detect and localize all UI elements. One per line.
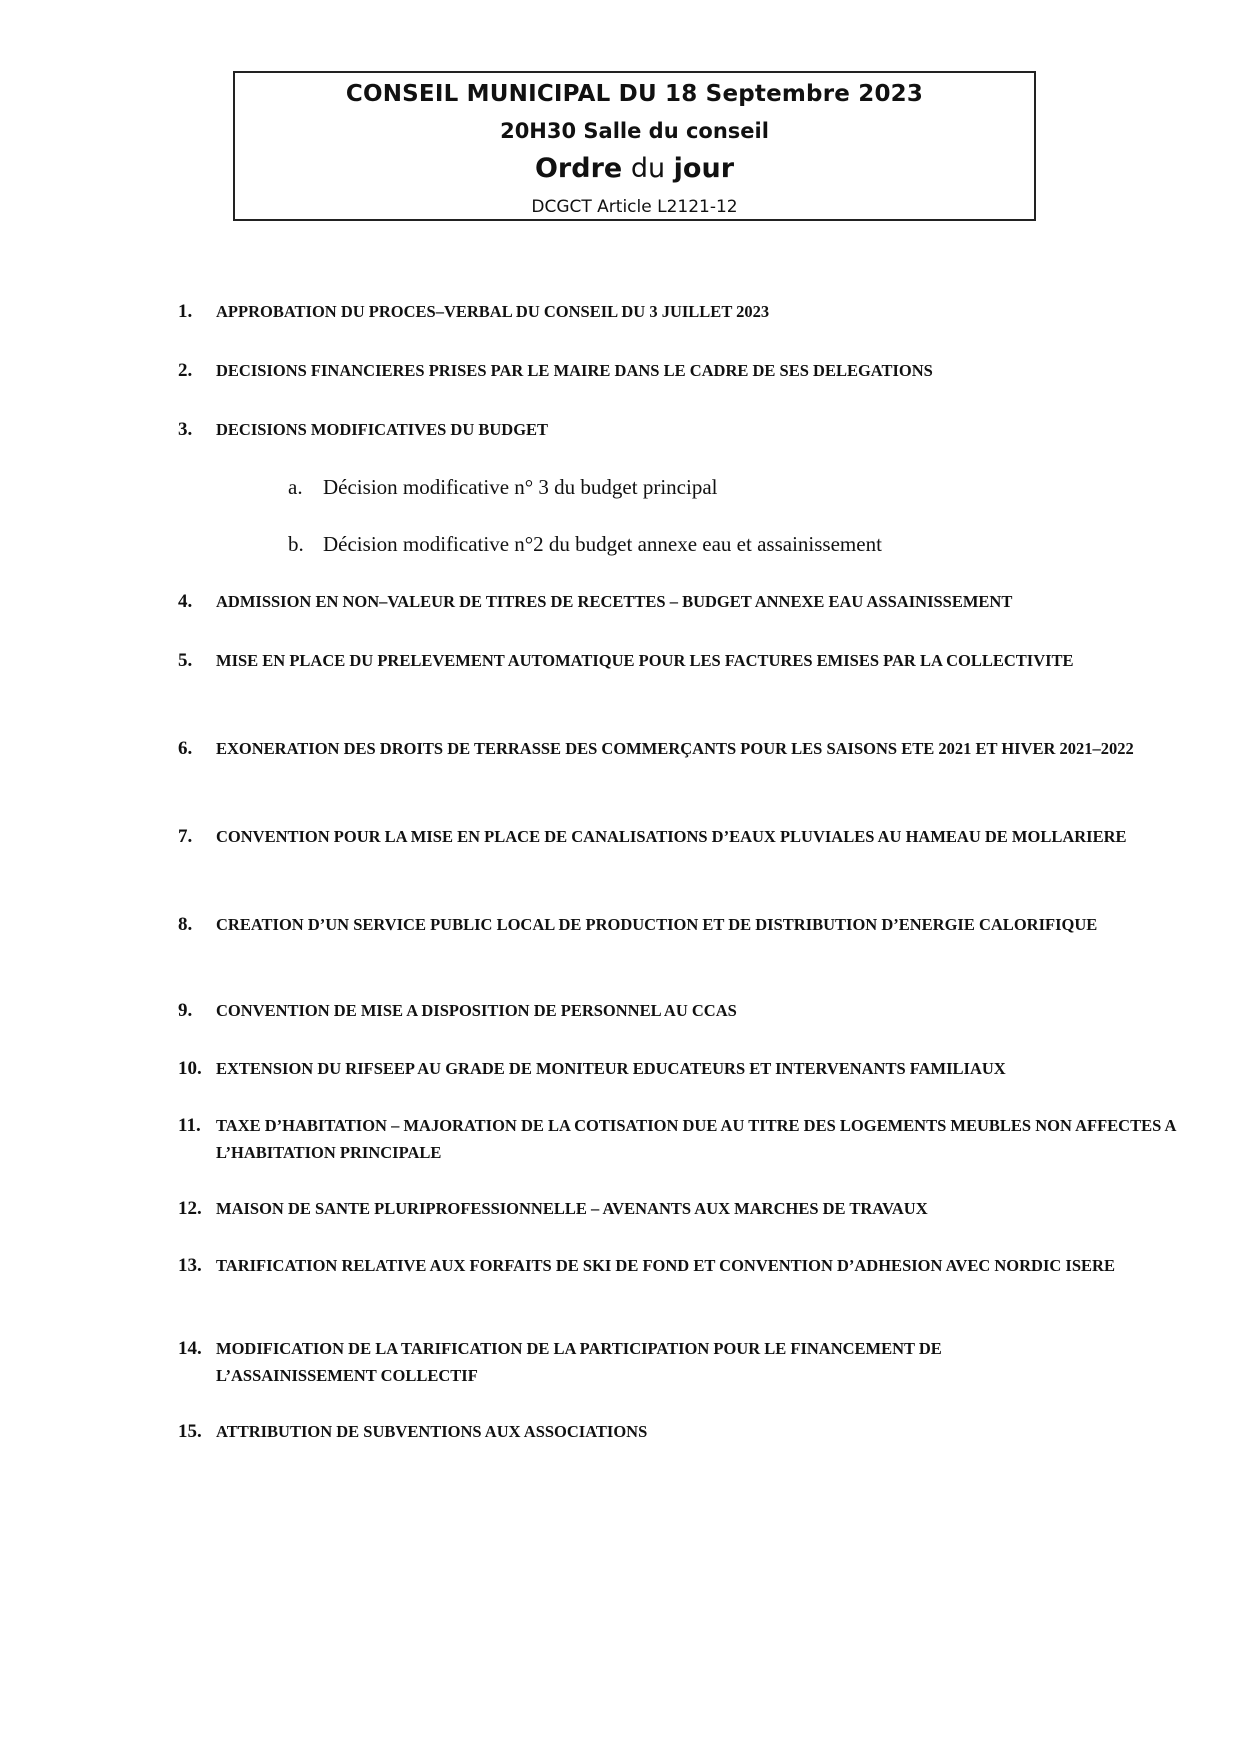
item-number: 1. (178, 301, 193, 322)
item-number: 5. (178, 650, 193, 671)
item-number: 12. (178, 1198, 202, 1219)
item-number: 11. (178, 1115, 201, 1136)
item-number: 4. (178, 591, 193, 612)
item-text: TARIFICATION RELATIVE AUX FORFAITS DE SKI DE FOND ET CONVENTION D’ADHESION AVEC NORDIC ISERE (216, 1256, 1115, 1275)
item-text: ATTRIBUTION DE SUBVENTIONS AUX ASSOCIATIONS (216, 1422, 648, 1441)
agenda-heading-word-ordre: Ordre (534, 153, 623, 184)
subitem-letter: b. (288, 532, 304, 556)
agenda-heading (235, 153, 1034, 184)
item-number: 9. (178, 1000, 193, 1021)
item-number: 6. (178, 738, 193, 759)
item-text: MAISON DE SANTE PLURIPROFESSIONNELLE – AVENANTS AUX MARCHES DE TRAVAUX (216, 1199, 928, 1218)
item-number: 7. (178, 826, 193, 847)
item-text: EXTENSION DU RIFSEEP AU GRADE DE MONITEUR EDUCATEURS ET INTERVENANTS FAMILIAUX (216, 1059, 1006, 1078)
item-text: EXONERATION DES DROITS DE TERRASSE DES COMMERÇANTS POUR LES SAISONS ETE 2021 ET HIVER 2021–2022 (216, 739, 1134, 758)
item-text: MISE EN PLACE DU PRELEVEMENT AUTOMATIQUE POUR LES FACTURES EMISES PAR LA COLLECTIVITE (216, 651, 1074, 670)
item-number: 3. (178, 419, 193, 440)
item-number: 8. (178, 914, 193, 935)
item-number: 14. (178, 1338, 202, 1359)
item-number: 13. (178, 1255, 202, 1276)
item-text: CONVENTION POUR LA MISE EN PLACE DE CANALISATIONS D’EAUX PLUVIALES AU HAMEAU DE MOLLARIERE (216, 827, 1127, 846)
item-text: TAXE D’HABITATION – MAJORATION DE LA COTISATION DUE AU TITRE DES LOGEMENTS MEUBLES NON AFFECTES A L’HABITATION PRINCIPALE (216, 1116, 1176, 1162)
item-text: DECISIONS FINANCIERES PRISES PAR LE MAIRE DANS LE CADRE DE SES DELEGATIONS (216, 361, 933, 380)
item-text: APPROBATION DU PROCES–VERBAL DU CONSEIL DU 3 JUILLET 2023 (216, 302, 770, 321)
item-number: 2. (178, 360, 193, 381)
meeting-title: CONSEIL MUNICIPAL DU 18 Septembre 2023 (345, 81, 924, 107)
agenda-heading-word-jour: jour (673, 153, 735, 184)
subitem-text: Décision modificative n°2 du budget annexe eau et assainissement (323, 532, 882, 556)
item-text: DECISIONS MODIFICATIVES DU BUDGET (216, 420, 549, 439)
item-text: CONVENTION DE MISE A DISPOSITION DE PERSONNEL AU CCAS (216, 1001, 737, 1020)
meeting-time-place: 20H30 Salle du conseil (500, 119, 769, 143)
subitem-letter: a. (288, 475, 303, 499)
item-text: CREATION D’UN SERVICE PUBLIC LOCAL DE PRODUCTION ET DE DISTRIBUTION D’ENERGIE CALORIFIQUE (216, 915, 1098, 934)
agenda-heading-word-du: du (630, 153, 666, 184)
header-box (233, 71, 1036, 221)
item-number: 10. (178, 1058, 202, 1079)
item-number: 15. (178, 1421, 202, 1442)
item-text: MODIFICATION DE LA TARIFICATION DE LA PARTICIPATION POUR LE FINANCEMENT DE L’ASSAINISSEMENT COLLECTIF (216, 1339, 942, 1385)
legal-reference: DCGCT Article L2121-12 (531, 197, 738, 217)
subitem-text: Décision modificative n° 3 du budget principal (323, 475, 718, 499)
item-text: ADMISSION EN NON–VALEUR DE TITRES DE RECETTES – BUDGET ANNEXE EAU ASSAINISSEMENT (216, 592, 1013, 611)
